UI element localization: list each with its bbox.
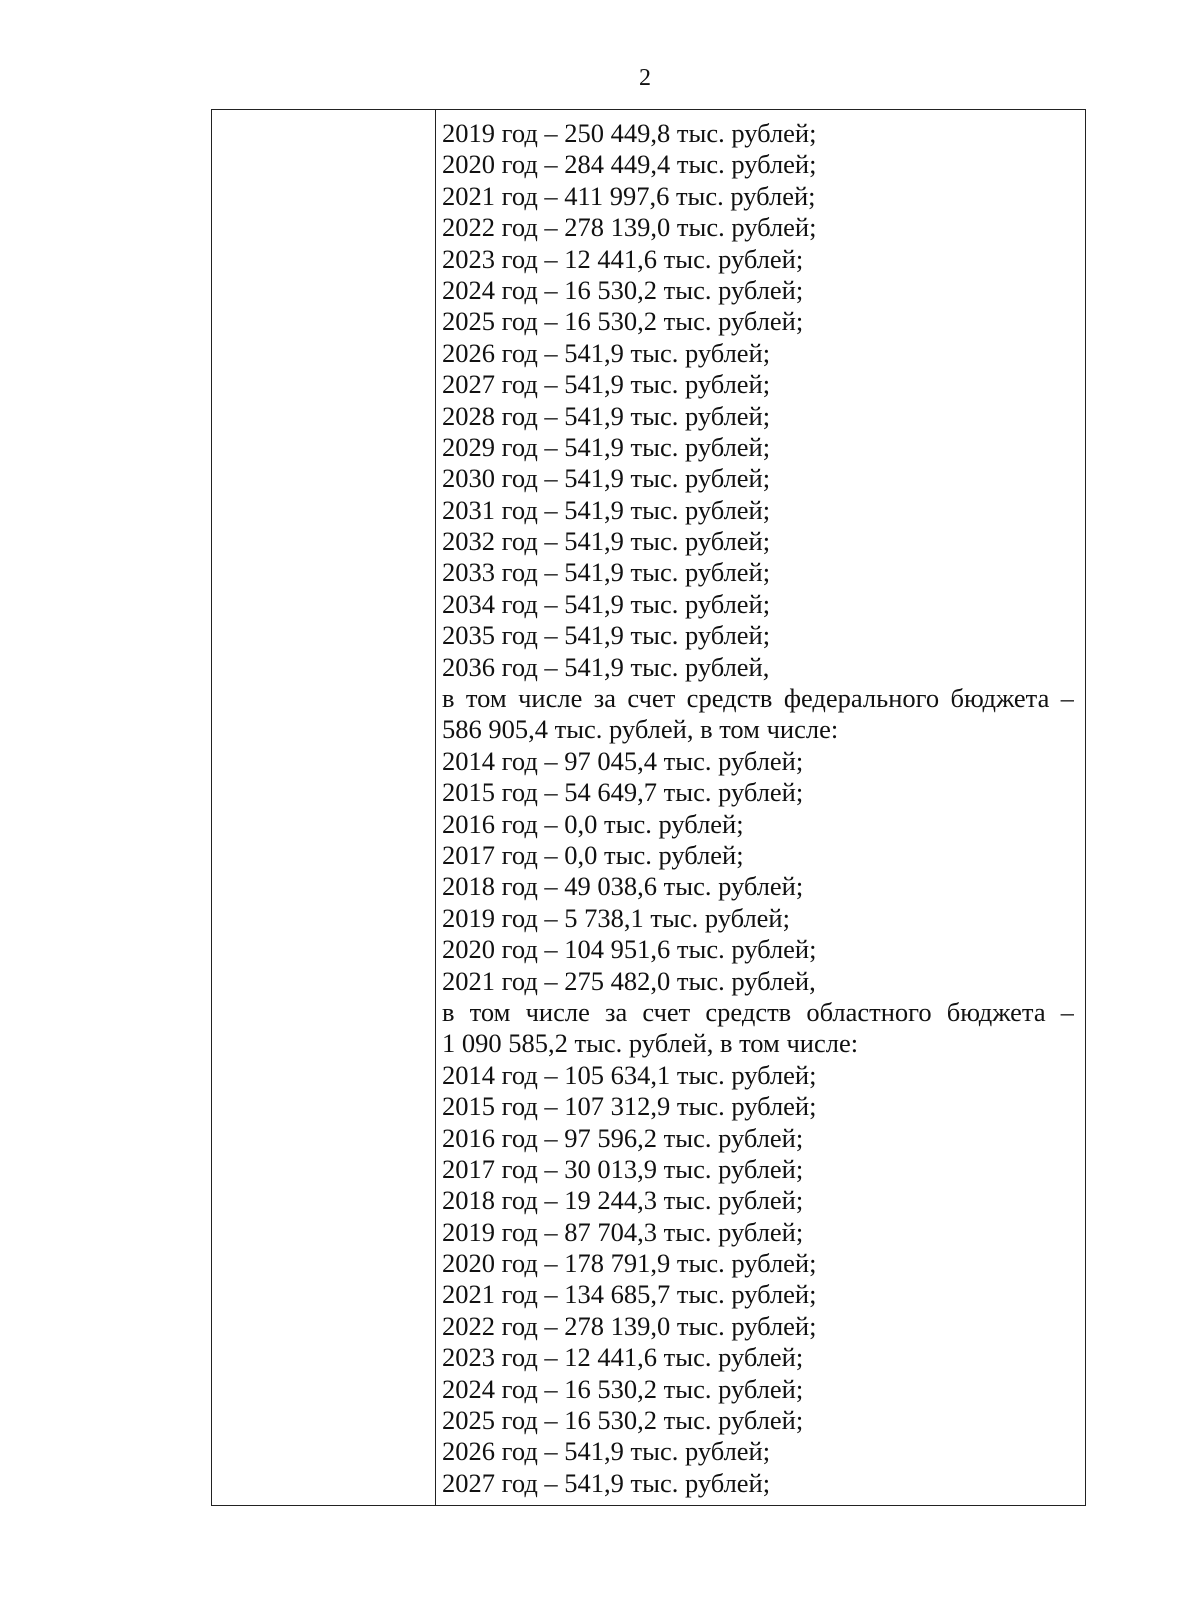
funding-line: 2023 год – 12 441,6 тыс. рублей; (442, 1342, 804, 1373)
funding-line: 2021 год – 275 482,0 тыс. рублей, (442, 965, 816, 996)
funding-line: 2035 год – 541,9 тыс. рублей; (442, 620, 771, 651)
funding-line: 2022 год – 278 139,0 тыс. рублей; (442, 1310, 817, 1341)
funding-line: 2026 год – 541,9 тыс. рублей; (442, 1436, 771, 1467)
funding-table (211, 109, 1086, 1506)
table-right-column (442, 118, 1074, 1499)
funding-line: 2017 год – 0,0 тыс. рублей; (442, 839, 744, 870)
funding-line: 2027 год – 541,9 тыс. рублей; (442, 369, 771, 400)
funding-line: 2032 год – 541,9 тыс. рублей; (442, 526, 771, 557)
funding-line: 2015 год – 54 649,7 тыс. рублей; (442, 777, 804, 808)
funding-line: 1 090 585,2 тыс. рублей, в том числе: (442, 1028, 859, 1059)
paragraph-line: в том числе за счет средств областного бюджета – (442, 996, 1074, 1027)
funding-line: 2015 год – 107 312,9 тыс. рублей; (442, 1091, 817, 1122)
funding-line: 2034 год – 541,9 тыс. рублей; (442, 588, 771, 619)
funding-line: 2026 год – 541,9 тыс. рублей; (442, 337, 771, 368)
funding-line: 2020 год – 284 449,4 тыс. рублей; (442, 149, 817, 180)
page-number: 2 (639, 65, 651, 91)
funding-line: 2021 год – 134 685,7 тыс. рублей; (442, 1279, 817, 1310)
funding-line: 2033 год – 541,9 тыс. рублей; (442, 557, 771, 588)
funding-line: 2024 год – 16 530,2 тыс. рублей; (442, 274, 804, 305)
funding-line: 2020 год – 178 791,9 тыс. рублей; (442, 1248, 817, 1279)
funding-line: 2030 год – 541,9 тыс. рублей; (442, 463, 771, 494)
funding-line: 2029 год – 541,9 тыс. рублей; (442, 431, 771, 462)
funding-line: 586 905,4 тыс. рублей, в том числе: (442, 714, 839, 745)
funding-line: 2036 год – 541,9 тыс. рублей, (442, 651, 770, 682)
funding-line: 2023 год – 12 441,6 тыс. рублей; (442, 243, 804, 274)
funding-line: 2020 год – 104 951,6 тыс. рублей; (442, 934, 817, 965)
funding-line: 2019 год – 250 449,8 тыс. рублей; (442, 118, 817, 148)
funding-line: 2027 год – 541,9 тыс. рублей; (442, 1467, 771, 1498)
funding-line: 2016 год – 0,0 тыс. рублей; (442, 808, 744, 839)
table-left-column (212, 110, 436, 1505)
funding-line: 2025 год – 16 530,2 тыс. рублей; (442, 1405, 804, 1436)
funding-line: 2016 год – 97 596,2 тыс. рублей; (442, 1122, 804, 1153)
funding-line: 2024 год – 16 530,2 тыс. рублей; (442, 1373, 804, 1404)
funding-line: 2019 год – 5 738,1 тыс. рублей; (442, 902, 790, 933)
funding-line: 2019 год – 87 704,3 тыс. рублей; (442, 1216, 804, 1247)
funding-line: 2022 год – 278 139,0 тыс. рублей; (442, 212, 817, 243)
paragraph-line: в том числе за счет средств федерального бюджета – (442, 683, 1074, 714)
funding-line: 2021 год – 411 997,6 тыс. рублей; (442, 180, 816, 211)
funding-line: 2017 год – 30 013,9 тыс. рублей; (442, 1153, 804, 1184)
funding-line: 2018 год – 49 038,6 тыс. рублей; (442, 871, 804, 902)
funding-line: 2025 год – 16 530,2 тыс. рублей; (442, 306, 804, 337)
funding-line: 2014 год – 97 045,4 тыс. рублей; (442, 745, 804, 776)
funding-line: 2018 год – 19 244,3 тыс. рублей; (442, 1185, 804, 1216)
funding-line: 2014 год – 105 634,1 тыс. рублей; (442, 1059, 817, 1090)
funding-line: 2031 год – 541,9 тыс. рублей; (442, 494, 771, 525)
funding-line: 2028 год – 541,9 тыс. рублей; (442, 400, 771, 431)
